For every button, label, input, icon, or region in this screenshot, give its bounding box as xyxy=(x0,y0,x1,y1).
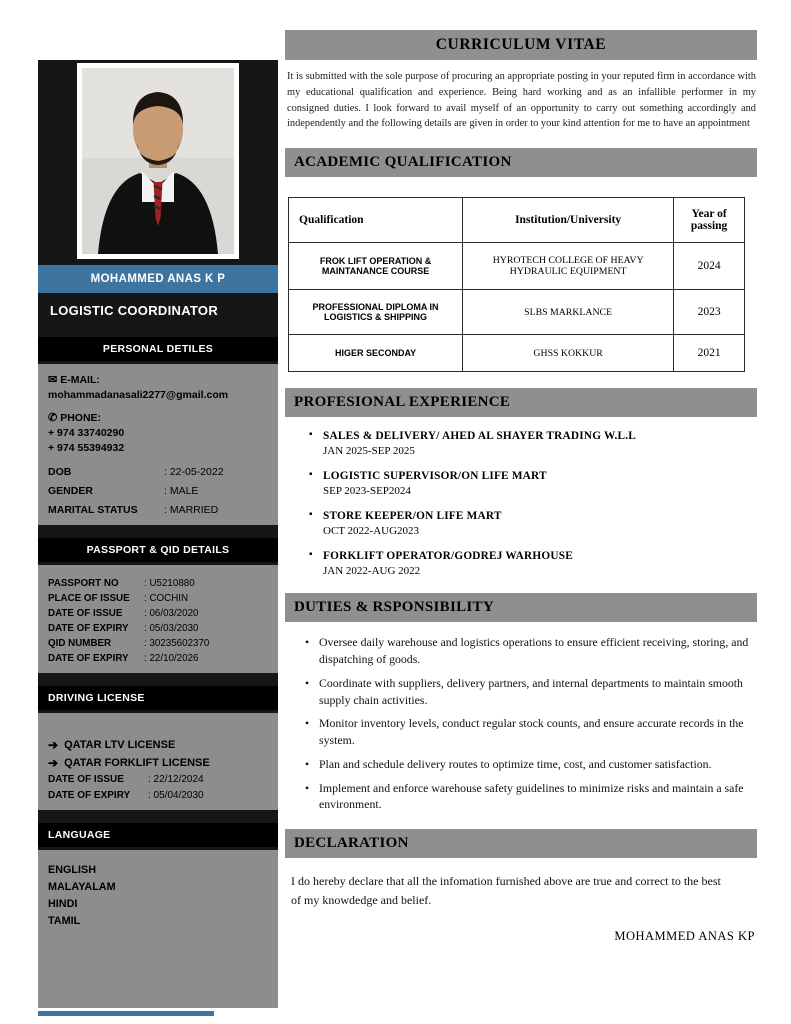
passport-row xyxy=(48,653,268,664)
duty-item: • Oversee daily warehouse and logistics operations to ensure efficient receiving, storing, and dispatching of goods. xyxy=(303,634,751,668)
passport-heading: PASSPORT & QID DETAILS xyxy=(38,538,278,562)
gender-row xyxy=(48,485,268,497)
arrow-icon: ➔ xyxy=(48,738,59,752)
license-item xyxy=(48,739,268,751)
kv-label: QID NUMBER xyxy=(48,638,112,649)
experience-list xyxy=(309,430,757,577)
phone-number-1: + 974 33740290 xyxy=(48,427,125,439)
year-cell: 2024 xyxy=(674,243,745,290)
kv-label: DATE OF EXPIRY xyxy=(48,623,129,634)
arrow-icon: ➔ xyxy=(48,756,59,770)
kv-value: : MARRIED xyxy=(164,504,219,516)
experience-item xyxy=(309,550,757,577)
kv-value: : 05/03/2030 xyxy=(144,623,199,634)
email-value: mohammadanasali2277@gmail.com xyxy=(48,389,229,401)
experience-item xyxy=(309,430,757,457)
main-content xyxy=(285,30,757,944)
phone-row xyxy=(48,411,268,424)
phone-label: PHONE: xyxy=(60,411,102,424)
language-item: ENGLISH xyxy=(48,864,96,876)
license-label: QATAR LTV LICENSE xyxy=(64,739,176,751)
experience-period: SEP 2023-SEP2024 xyxy=(323,485,411,498)
duty-item: • Implement and enforce warehouse safety guidelines to minimize risks and maintain a safe environment. xyxy=(303,780,751,814)
declaration-text: I do hereby declare that all the infomation furnished above are true and correct to the best of my knowdedge and belief. xyxy=(291,874,721,907)
driving-license-heading: DRIVING LICENSE xyxy=(38,686,278,710)
experience-period: OCT 2022-AUG2023 xyxy=(323,525,420,538)
sidebar xyxy=(38,60,278,1008)
email-row xyxy=(48,373,268,386)
experience-heading: PROFESIONAL EXPERIENCE xyxy=(285,388,757,417)
passport-row xyxy=(48,608,268,619)
experience-period: JAN 2022-AUG 2022 xyxy=(323,565,421,578)
personal-details-panel xyxy=(38,364,278,525)
kv-value: : COCHIN xyxy=(144,593,189,604)
qualification-cell: FROK LIFT OPERATION & MAINTANANCE COURSE xyxy=(289,243,463,290)
personal-details-heading: PERSONAL DETILES xyxy=(38,337,278,361)
duty-item: • Plan and schedule delivery routes to optimize time, cost, and customer satisfaction. xyxy=(303,756,751,773)
language-item: TAMIL xyxy=(48,915,81,927)
passport-row xyxy=(48,593,268,604)
academic-table xyxy=(288,197,745,372)
license-date-row xyxy=(48,790,268,801)
language-item: MALAYALAM xyxy=(48,881,116,893)
kv-value: : MALE xyxy=(164,485,199,497)
passport-panel xyxy=(38,565,278,673)
experience-period: JAN 2025-SEP 2025 xyxy=(323,445,415,458)
duties-list xyxy=(303,634,751,813)
experience-title: ▪ SALES & DELIVERY/ AHED AL SHAYER TRADING W.L.L xyxy=(309,430,757,442)
intro-paragraph: It is submitted with the sole purpose of procuring an appropriate posting in your reputed firm in accordance with my educational qualification and experience. Being hard working and as an infallible performer in my consigned duties. I look forward to avail myself of an opportunity to carry out something accordingly and independently and the following details are given in order to your kind attention for me to have an appointment xyxy=(287,71,756,130)
license-label: QATAR FORKLIFT LICENSE xyxy=(64,757,210,769)
phone-number-2: + 974 55394932 xyxy=(48,442,125,454)
language-heading: LANGUAGE xyxy=(38,823,278,847)
experience-item xyxy=(309,470,757,497)
kv-label: GENDER xyxy=(48,485,93,497)
kv-value: : 22-05-2022 xyxy=(164,466,224,478)
footer-accent-bar xyxy=(38,1011,214,1016)
license-date-row xyxy=(48,774,268,785)
signature: MOHAMMED ANAS KP xyxy=(614,929,755,944)
experience-item xyxy=(309,510,757,537)
kv-value: : 30235602370 xyxy=(144,638,210,649)
kv-value: : 22/10/2026 xyxy=(144,653,199,664)
email-icon: ✉ xyxy=(48,374,58,386)
duty-item: • Monitor inventory levels, conduct regular stock counts, and ensure accurate records in the system. xyxy=(303,715,751,749)
kv-value: : 22/12/2024 xyxy=(148,774,204,785)
experience-title: ▪ STORE KEEPER/ON LIFE MART xyxy=(309,510,757,522)
profile-photo-frame xyxy=(38,60,278,259)
year-cell: 2023 xyxy=(674,290,745,335)
passport-row xyxy=(48,638,268,649)
academic-heading: ACADEMIC QUALIFICATION xyxy=(285,148,757,177)
table-row xyxy=(289,243,745,290)
candidate-name: MOHAMMED ANAS K P xyxy=(38,265,278,293)
email-label: E-MAIL: xyxy=(60,373,100,386)
kv-label: PASSPORT NO xyxy=(48,578,119,589)
table-header-row xyxy=(289,198,745,243)
institution-cell: HYROTECH COLLEGE OF HEAVY HYDRAULIC EQUIPMENT xyxy=(463,243,674,290)
institution-cell: GHSS KOKKUR xyxy=(463,335,674,372)
language-panel xyxy=(38,850,278,1008)
institution-header: Institution/University xyxy=(463,198,674,243)
declaration-heading: DECLARATION xyxy=(285,829,757,858)
experience-title: ▪ LOGISTIC SUPERVISOR/ON LIFE MART xyxy=(309,470,757,482)
table-row xyxy=(289,335,745,372)
kv-label: DATE OF EXPIRY xyxy=(48,653,129,664)
kv-value: : U5210880 xyxy=(144,578,195,589)
kv-label: DATE OF ISSUE xyxy=(48,608,123,619)
kv-label: PLACE OF ISSUE xyxy=(48,593,130,604)
license-item xyxy=(48,757,268,769)
kv-label: DATE OF ISSUE xyxy=(48,774,124,785)
profile-photo-placeholder xyxy=(82,68,234,254)
phone-icon: ✆ xyxy=(48,412,58,424)
table-row xyxy=(289,290,745,335)
profile-photo xyxy=(77,63,239,259)
experience-title: ▪ FORKLIFT OPERATOR/GODREJ WARHOUSE xyxy=(309,550,757,562)
marital-status-row xyxy=(48,504,268,516)
qualification-cell: PROFESSIONAL DIPLOMA IN LOGISTICS & SHIPPING xyxy=(289,290,463,335)
passport-row xyxy=(48,623,268,634)
passport-row xyxy=(48,578,268,589)
duties-heading: DUTIES & RSPONSIBILITY xyxy=(285,593,757,622)
kv-label: DATE OF EXPIRY xyxy=(48,790,131,801)
qualification-cell: HIGER SECONDAY xyxy=(289,335,463,372)
cv-title: CURRICULUM VITAE xyxy=(285,30,757,60)
driving-license-panel xyxy=(38,713,278,810)
kv-value: : 06/03/2020 xyxy=(144,608,199,619)
job-title: LOGISTIC COORDINATOR xyxy=(50,303,219,318)
year-header: Year of passing xyxy=(674,198,745,243)
kv-value: : 05/04/2030 xyxy=(148,790,204,801)
duty-item: • Coordinate with suppliers, delivery partners, and internal departments to maintain smooth supply chain activities. xyxy=(303,675,751,709)
institution-cell: SLBS MARKLANCE xyxy=(463,290,674,335)
kv-label: DOB xyxy=(48,466,72,478)
year-cell: 2021 xyxy=(674,335,745,372)
dob-row xyxy=(48,466,268,478)
language-item: HINDI xyxy=(48,898,78,910)
kv-label: MARITAL STATUS xyxy=(48,504,138,516)
qualification-header: Qualification xyxy=(289,198,463,243)
